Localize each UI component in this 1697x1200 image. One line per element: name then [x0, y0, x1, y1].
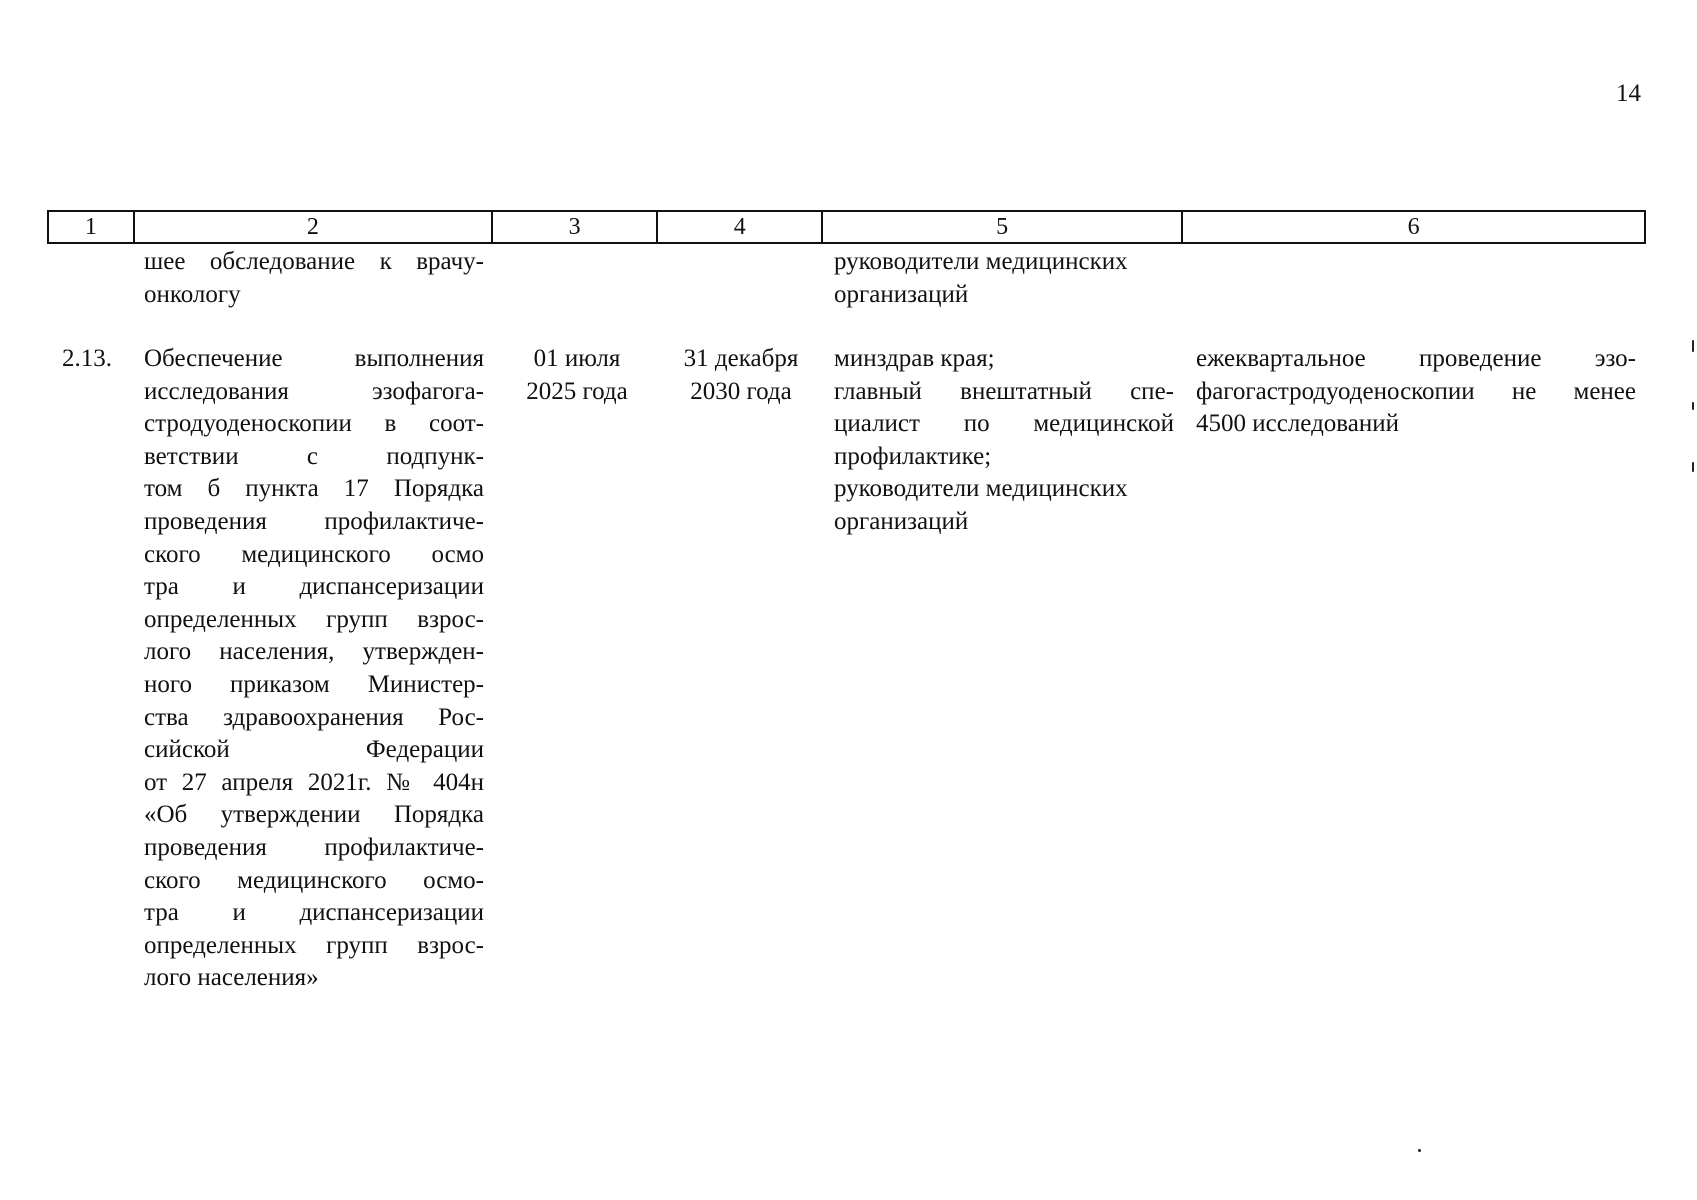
text-line: 01 июля	[533, 345, 621, 372]
column-header-1: 1	[84, 213, 97, 240]
scan-edge-mark	[1692, 340, 1694, 352]
text-line: Обеспечение выполнения	[144, 345, 484, 372]
scan-edge-mark	[1692, 402, 1694, 410]
row-responsible	[834, 343, 1174, 539]
text-line: определенных групп взрос-	[144, 931, 484, 959]
text-line: проведения профилактиче-	[144, 507, 484, 535]
text-line: минздрав края;	[834, 345, 995, 372]
text-line: стродуоденоскопии в соот-	[144, 410, 484, 438]
text-line: «Об утверждении Порядка	[144, 801, 484, 829]
text-line: ежеквартальное проведение эзо-	[1196, 345, 1636, 372]
row-number: 2.13.	[62, 345, 112, 372]
text-line: 31 декабря	[683, 345, 799, 372]
text-line: главный внештатный спе-	[834, 377, 1174, 405]
text-line: ного приказом Министер-	[144, 670, 484, 698]
text-line: руководители медицинских	[834, 248, 1128, 275]
text-line: исследования эзофагога-	[144, 377, 484, 405]
column-header-2: 2	[133, 212, 491, 242]
continuation-responsible	[834, 246, 1174, 311]
text-line: организаций	[834, 507, 969, 535]
text-line: лого населения»	[144, 964, 319, 992]
text-line: онкологу	[144, 280, 241, 308]
row-start-date	[505, 343, 649, 408]
scan-speck	[1418, 1149, 1421, 1152]
text-line: тра и диспансеризации	[144, 899, 484, 927]
text-line: ветствии с подпунк-	[144, 442, 484, 470]
text-line: сийской Федерации	[144, 736, 484, 764]
column-header-6: 6	[1181, 212, 1644, 242]
text-line: организаций	[834, 280, 969, 308]
text-line: определенных групп взрос-	[144, 605, 484, 633]
text-line: проведения профилактиче-	[144, 833, 484, 861]
continuation-description	[144, 246, 484, 311]
page-number: 14	[1616, 80, 1641, 107]
text-line: тра и диспансеризации	[144, 573, 484, 601]
column-header-3: 3	[491, 212, 657, 242]
row-description	[144, 343, 484, 995]
text-line: 4500 исследований	[1196, 410, 1399, 438]
table-header-row	[47, 210, 1646, 244]
scan-edge-mark	[1692, 462, 1694, 472]
text-line: шее обследование к врачу-	[144, 248, 484, 275]
text-line: циалист по медицинской	[834, 410, 1174, 438]
text-line: руководители медицинских	[834, 475, 1128, 503]
text-line: фагогастродуоденоскопии не менее	[1196, 377, 1636, 405]
text-line: профилактике;	[834, 442, 992, 470]
text-line: том б пункта 17 Порядка	[144, 475, 484, 503]
row-result	[1196, 343, 1636, 441]
column-header-4: 4	[656, 212, 821, 242]
text-line: ства здравоохранения Рос-	[144, 703, 484, 731]
text-line: 2030 года	[690, 377, 792, 405]
text-line: лого населения, утвержден-	[144, 638, 484, 666]
row-end-date	[666, 343, 816, 408]
column-header-5: 5	[821, 212, 1181, 242]
text-line: ского медицинского осмо-	[144, 866, 484, 894]
text-line: 2025 года	[526, 377, 628, 405]
text-line: от 27 апреля 2021г. № 404н	[144, 768, 484, 796]
text-line: ского медицинского осмо	[144, 540, 484, 568]
